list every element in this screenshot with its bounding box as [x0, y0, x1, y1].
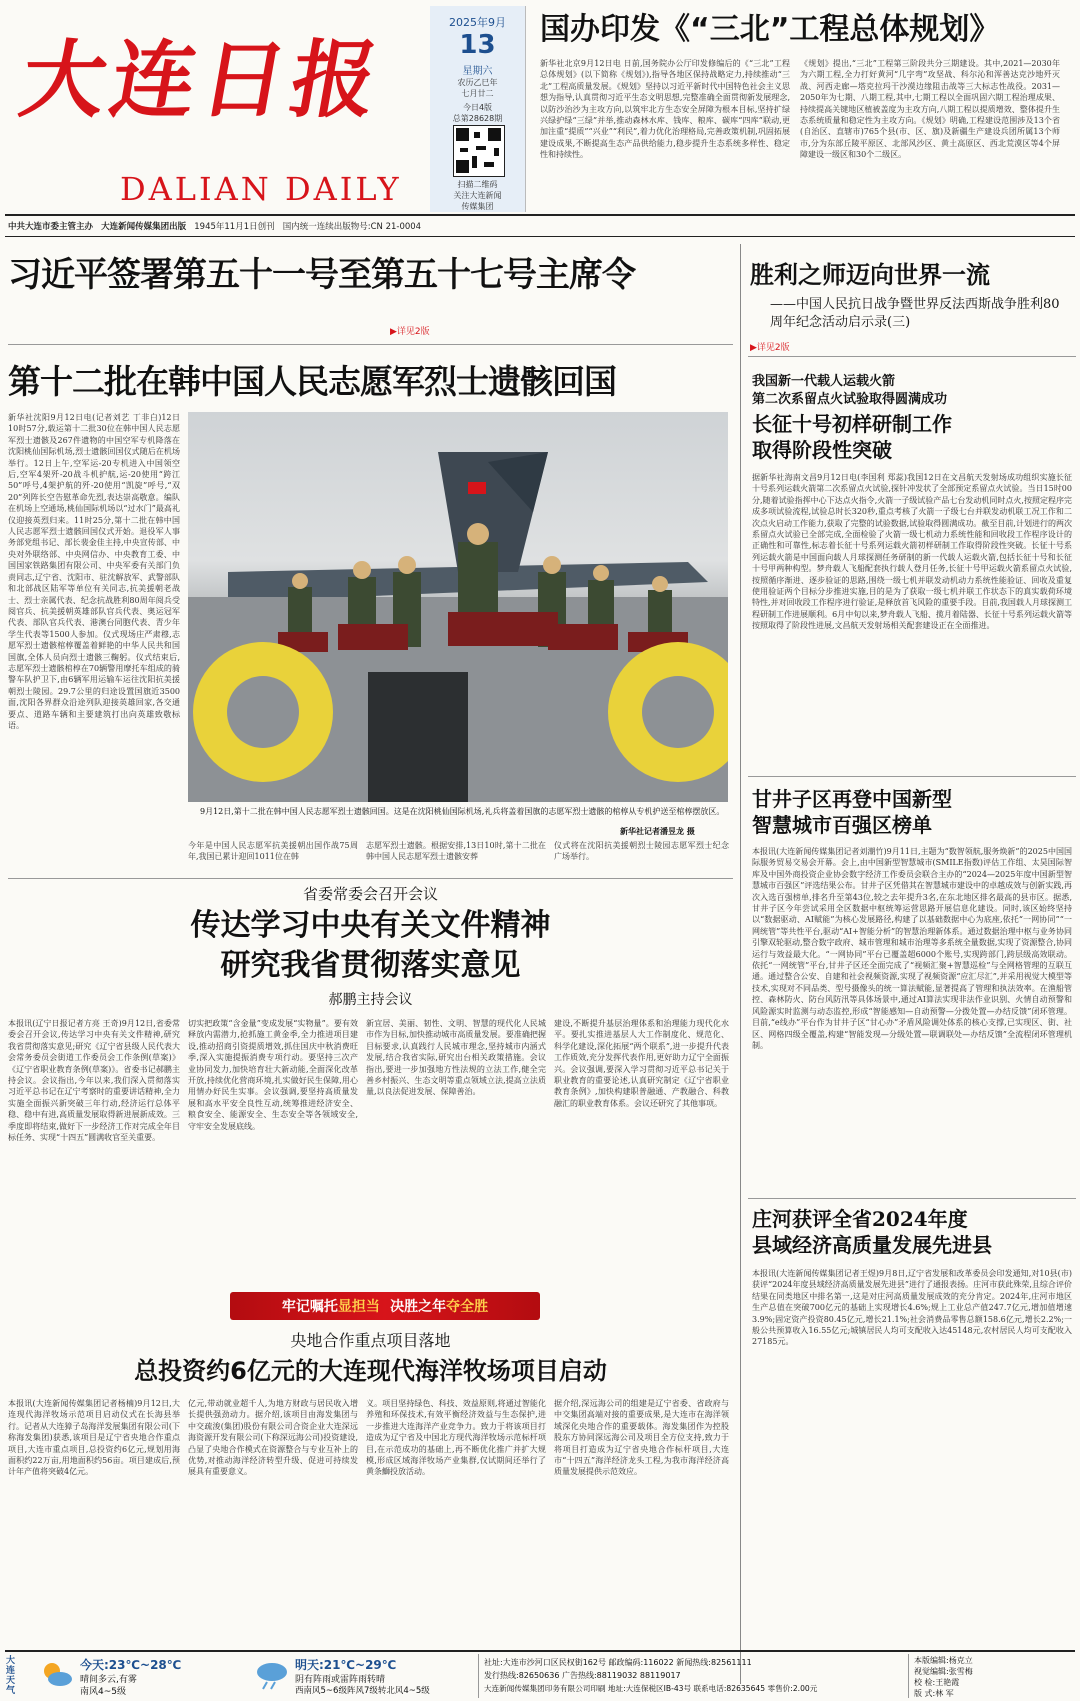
ranch-col-4: 据介绍,深远海公司的组建是辽宁省委、省政府与中交集团高端对接的重要成果,是大连市在海洋领域深化央地合作的重要载体。海发集团作为控股股东方协同深远海公司及项目全方位支持,致力于将项目打造成为辽宁省央地合作标杆项目,大连市“十四五”海洋经济龙头工程,为我市海洋经济高质量发展提供示范效应。 — [554, 1399, 729, 1477]
lunar-date: 七月廿二 — [461, 89, 494, 98]
masthead-rule — [5, 214, 1075, 216]
zhuanghe-headline-1[interactable]: 庄河获评全省2024年度 — [752, 1207, 968, 1231]
rocket-headline-2[interactable]: 取得阶段性突破 — [752, 438, 892, 462]
editor-line-2: 视觉编辑:张雪梅 — [914, 1667, 973, 1676]
page-count: 今日4版 — [462, 103, 493, 112]
top-story-col-1: 新华社北京9月12日电 日前,国务院办公厅印发修编后的《“三北”工程总体规划》(以下简称《规划》),指导各地区保持战略定力,持续推动“三北”工程高质量发展。《规划》坚持以习近平新时代中国特色社会主义思想为指导,认真贯彻习近平生态文明思想,完整准确全面贯彻新发展理念,以防沙治沙为主攻方向,以筑牢北方生态安全屏障为根本目标,坚持扩绿兴绿护绿“三绿”并举,推动森林水库、钱库、粮库、碳库“四库”联动,更加注重“提质”“兴业”“利民”,着力优化治理格局,完善政策机制,巩固拓展建设成果,不断提高生态产品供给能力,稳步提升生态系统多样性、稳定性和持续性。 — [540, 59, 790, 160]
slogan-part-4: 夺全胜 — [446, 1299, 489, 1315]
today-temp: 今天:23℃~28℃ — [80, 1658, 182, 1672]
meeting-kicker: 省委常委会召开会议 — [302, 885, 438, 903]
photo-credit: 新华社记者潘昱龙 摄 — [620, 827, 695, 836]
info-rule — [5, 236, 1075, 237]
tomorrow-temp: 明天:21℃~29℃ — [295, 1658, 397, 1672]
ranch-headline[interactable]: 总投资约6亿元的大连现代海洋牧场项目启动 — [134, 1357, 607, 1385]
zhuanghe-body: 本报讯(大连新闻传媒集团记者王煜)9月8日,辽宁省发展和改革委员会印发通知,对10县(市)获评“2024年度县域经济高质量发展先进县”进行了通报表扬。庄河市获此殊荣,且综合评价结果在同类地区中排名第一,这是对庄河高质量发展成效的充分肯定。2024年,庄河市地区生产总值在突破700亿元的基础上实现增长4.6%;规上工业总产值247.7亿元,增加值增速3.9%;固定资产投资80.45亿元,增长21.1%;社会消费品零售总额158.6亿元,增长2.2%;一般公共预算收入16.55亿元;城镇居民人均可支配收入达45148元,农村居民人均可支配收入27185元。 — [752, 1269, 1072, 1347]
top-story-headline[interactable]: 国办印发《“三北”工程总体规划》 — [540, 12, 1000, 47]
today-wind: 南风4~5级 — [80, 1687, 126, 1697]
meeting-headline-1[interactable]: 传达学习中央有关文件精神 — [190, 908, 551, 943]
victory-jump[interactable]: ▶详见2版 — [750, 343, 790, 353]
ranch-col-1: 本报讯(大连新闻传媒集团记者杨楠)9月12日,大连现代海洋牧场示范项目启动仪式在长海县举行。记者从大连獐子岛海洋发展集团有限公司(下称海发集团)获悉,该项目是辽宁省央地合作重点项目,大连市重点项目,总投资约6亿元,规划用海面积约22万亩,用地面积约56亩。项目建成后,预计年产值将突破4亿元。 — [8, 1399, 180, 1477]
meeting-col-1: 本报讯(辽宁日报记者方亮 王奇)9月12日,省委常委会召开会议,传达学习中央有关文件精神,研究我省贯彻落实意见;研究《辽宁省县级人民代表大会常务委员会街道工作委员会工作条例(草案)》《辽宁省职业教育条例(草案)》。省委书记郝鹏主持会议。会议指出,今年以来,我们深入贯彻落实习近平总书记在辽宁考察时的重要讲话精神,全力实施全面振兴新突破三年行动,经济运行总体平稳、稳中有进,高质量发展取得新进展新成效。三季度即将结束,做好下一步经济工作对完成全年目标任务、实现“十四五”圆满收官至关重要。 — [8, 1019, 180, 1143]
today-desc: 晴间多云,有雾 — [80, 1675, 137, 1685]
slogan-part-1: 牢记嘱托 — [281, 1299, 338, 1315]
date-year-month: 2025年9月 — [449, 16, 506, 29]
slogan-part-2: 显担当 — [337, 1299, 380, 1315]
remains-col-4: 仪式将在沈阳抗美援朝烈士陵园志愿军烈士纪念广场举行。 — [554, 841, 729, 862]
rocket-headline-1[interactable]: 长征十号初样研制工作 — [752, 412, 952, 436]
ceremony-photo-art — [188, 412, 728, 802]
ranch-col-2: 亿元,带动就业超千人,为地方财政与居民收入增长提供强劲动力。据介绍,该项目由海发集团与中交疏浚(集团)股份有限公司合资企业大连深远海资源开发有限公司(下称深远海公司)投资建设,凸显了央地合作模式在资源整合与专业互补上的优势,对推动海洋经济转型升级、促进可持续发展具有重要意义。 — [188, 1399, 358, 1477]
qr-caption-1: 扫描二维码 — [457, 180, 498, 189]
lead-headline[interactable]: 习近平签署第五十一号至第五十七号主席令 — [8, 255, 635, 295]
footer-address-line-2: 发行热线:82650636 广告热线:88119032 88119017 — [484, 1671, 681, 1680]
sun-cloud-icon — [40, 1660, 74, 1688]
footer-editors — [914, 1655, 1074, 1699]
ceremony-photo[interactable] — [188, 412, 728, 802]
remains-col-3: 志愿军烈士遗骸。根据安排,13日10时,第十二批在韩中国人民志愿军烈士遗骸安葬 — [366, 841, 546, 862]
editor-line-1: 本版编辑:杨克立 — [914, 1656, 973, 1665]
meeting-headline-2[interactable]: 研究我省贯彻落实意见 — [220, 948, 521, 983]
issue-number: 总第28628期 — [452, 114, 503, 123]
rocket-kicker-2: 第二次系留点火试验取得圆满成功 — [752, 392, 948, 407]
remains-col-1: 新华社沈阳9月12日电(记者刘艺 丁非白)12日10时57分,载运第十二批30位在韩中国人民志愿军烈士遗骸及267件遗物的中国空军专机降落在沈阳桃仙国际机场,烈士遗骸回国仪式随后在机场举行。12日上午,空军运-20专机进入中国领空后,空军4架歼-20战斗机护航,运-20使用“跨江50”呼号,4架护航的歼-20使用“凯旋”呼号,“双20”列阵长空告慰革命先烈,表达崇高敬意。编队在机场上空通场,桃仙国际机场以“过水门”最高礼仪迎接英烈归来。11时25分,第十二批在韩中国人民志愿军烈士遗骸回国仪式开始。退役军人事务部党组书记、部长裴金佳主持,中央宣传部、中央对外联络部、中央网信办、中央教育工委、中国国家铁路集团有限公司、中央军委有关部门负责同志,辽宁省、沈阳市、驻沈解放军、武警部队和北部战区陆军等单位有关同志,抗美援朝老战士、烈士亲属代表、纪念抗战胜利80周年阅兵受阅官兵、抗美援朝英雄部队官兵代表、奥运冠军代表、部队官兵代表、港澳台同胞代表、青少年学生代表等1500人参加。仪式现场庄严肃穆,志愿军烈士遗骸棺椁覆盖着鲜艳的中华人民共和国国旗,全体人员向烈士遗骸三鞠躬。仪式结束后,志愿军烈士遗骸棺椁在70辆警用摩托车组成的骑警车队护卫下,由6辆军用运输车运往沈阳抗美援朝烈士陵园。29.7公里的归途设置国旗近3500面,沈阳各界群众沿途列队迎接英雄回家,各交通要点、道路车辆和主要建筑打出向英雄致敬标语。 — [8, 413, 180, 730]
footer-address-line-1: 社址:大连市沙河口区民权街162号 邮政编码:116022 新闻热线:82561111 — [484, 1658, 752, 1667]
qr-caption-2: 关注大连新闻 — [453, 191, 502, 200]
date-panel — [430, 6, 526, 212]
remains-headline[interactable]: 第十二批在韩中国人民志愿军烈士遗骸回国 — [8, 362, 616, 401]
info-cn-number: 国内统一连续出版物号:CN 21-0004 — [282, 222, 422, 232]
smart-city-headline-1[interactable]: 甘井子区再登中国新型 — [752, 787, 952, 811]
tomorrow-wind: 西南风5~6级阵风7级转北风4~5级 — [295, 1686, 430, 1696]
meeting-col-3: 新宜居、美丽、韧性、文明、智慧的现代化人民城市作为目标,加快推动城市高质量发展。要准确把握目标要求,认真践行人民城市理念,坚持城市内涵式发展,结合我省实际,研究出台相关政策措施。会议指出,要进一步加强地方性法规的立法工作,健全完善乡村振兴、生态文明等重点领域立法,提高立法质量,以良法促进发展、保障善治。 — [366, 1019, 546, 1097]
publication-info — [8, 220, 1078, 232]
tomorrow-desc: 阴有阵雨或雷阵雨转晴 — [295, 1675, 386, 1685]
photo-caption: 9月12日,第十二批在韩中国人民志愿军烈士遗骸回国。这是在沈阳桃仙国际机场,礼兵将盖着国旗的志愿军烈士遗骸的棺椁从专机护送至棺椁摆放区。 — [200, 807, 725, 816]
lead-jump[interactable]: ▶详见2版 — [390, 327, 430, 337]
victory-subhead: ——中国人民抗日战争暨世界反法西斯战争胜利80周年纪念活动启示录(三) — [770, 297, 1060, 330]
footer-rule — [5, 1650, 1075, 1652]
meeting-col-4: 建设,不断提升基层治理体系和治理能力现代化水平。要扎实推进基层人大工作制度化、规范化、科学化建设,深化拓展“两个联系”,进一步提升代表工作质效,充分发挥代表作用,更好助力辽宁全面振兴。会议强调,要深入学习贯彻习近平总书记关于职业教育的重要论述,认真研究制定《辽宁省职业教育条例》,加快构建职普融通、产教融合、科教融汇的职业教育体系。会议还研究了其他事项。 — [554, 1019, 729, 1108]
editor-line-4: 版 式:林 军 — [914, 1689, 954, 1698]
meeting-col-2: 切实把政策“含金量”变成发展“实物量”。要有效释放内需潜力,抢抓施工黄金季,全力推进项目建设,推动招商引资提质增效,抓住国庆中秋消费旺季,深入实施提振消费专项行动。要坚持三次产业协同发力,加快培育壮大新动能,全面深化改革开放,持续优化营商环境,扎实做好民生保障,用心用情办好民生实事。会议强调,要坚持高质量发展和高水平安全良性互动,统筹推进经济安全、粮食安全、能源安全、生态安全等各领域安全,守牢安全发展底线。 — [188, 1019, 358, 1131]
info-sponsor: 中共大连市委主管主办 — [8, 222, 94, 232]
victory-jump-label: 详见2版 — [756, 343, 790, 353]
weather-tomorrow — [255, 1656, 495, 1698]
date-day: 13 — [459, 30, 496, 60]
lead-jump-label: 详见2版 — [396, 327, 430, 337]
masthead-logo-en: DALIAN DAILY — [120, 170, 402, 208]
slogan-banner — [230, 1292, 540, 1320]
date-weekday: 星期六 — [462, 66, 493, 77]
column-divider — [740, 244, 741, 1684]
rain-cloud-icon — [255, 1660, 289, 1690]
smart-city-headline-2[interactable]: 智慧城市百强区榜单 — [752, 813, 932, 837]
masthead-logo: 大连日报 — [13, 30, 391, 129]
ranch-col-3: 义。项目坚持绿色、科技、效益原则,将通过智能化养殖和环保技术,有效平衡经济效益与生态保护,进一步推进大连海洋产业竞争力。致力于将该项目打造成为辽宁省及中国北方现代海洋牧场示范标杆项目,在示范成功的基础上,再不断优化推广并扩大规模,形成区域海洋牧场产业集群,仅试期间还举行了黄条鰤投放活动。 — [366, 1399, 546, 1477]
editor-line-3: 校 检:王艳霞 — [914, 1678, 960, 1687]
info-publisher: 大连新闻传媒集团出版 — [101, 222, 187, 232]
remains-col-2: 今年是中国人民志愿军抗美援朝出国作战75周年,我国已累计迎回1011位在韩 — [188, 841, 358, 862]
slogan-part-3: 决胜之年 — [390, 1299, 447, 1315]
footer-address-line-3: 大连新闻传媒集团印务有限公司印刷 地址:大连保税区IB-43号 联系电话:82635645 零售价:2.00元 — [484, 1684, 818, 1693]
victory-headline[interactable]: 胜利之师迈向世界一流 — [750, 260, 990, 289]
meeting-host: 郝鹏主持会议 — [328, 992, 413, 1008]
lunar-year: 农历乙巳年 — [457, 78, 498, 87]
top-story-col-2: 《规划》提出,“三北”工程第三阶段共分三期建设。其中,2021—2030年为六期工程,全力打好黄河“几字弯”攻坚战、科尔沁和浑善达克沙地歼灭战、河西走廊—塔克拉玛干沙漠边缘阻击战等三大标志性战役。2031—2050年为七期、八期工程,其中,七期工程以全面巩固六期工程治理成果、持续提高关键地区植被盖度为主攻方向,八期工程以提质增效、整体提升生态系统质量和稳定性为主攻方向。《规划》明确,工程建设范围涉及13个省(自治区、直辖市)765个县(市、区、旗)及新疆生产建设兵团所属13个师市,分为东部丘陵平原区、北部风沙区、黄土高原区、西北荒漠区等4个屏障建设一级区和30个二级区。 — [800, 59, 1060, 160]
qr-caption-3: 传媒集团 — [461, 202, 494, 211]
weather-today — [40, 1656, 260, 1698]
footer-address — [484, 1656, 904, 1695]
rocket-body: 据新华社海南文昌9月12日电(李国利 郑蕊)我国12日在文昌航天发射场成功组织实施长征十号系列运载火箭第二次系留点火试验,探针冲发状了全部预定系留点火试验。当日15时00分,随着试验指挥中心下达点火指令,火箭一子级试验产品七台发动机同时点火,按照定程序完成多项试验流程,试验总时长320秒,重点考核了火箭一子级七台并联发动机联工况工作和二次点火启动工作能力,获取了完整的试验数据,试验取得圆满成功。截至目前,计划进行的两次系留点火试验已全部完成,全面检验了火箭一级七机动力系统性能和回收段工作程序设计的正确性和可靠性,标志着长征十号系列运载火箭初样研制工作取得阶段性突破。长征十号系列运载火箭是中国面向载人月球探测任务研制的新一代载人运载火箭,包括长征十号和长征十号甲两种构型。梦舟载人飞船配套执行载人登月任务,长征十号甲运载火箭系留点火试验,按照循序渐进、逐步验证的思路,围绕一级七机并联发动机动力系统性能验证、回收及重复使用验证两个目标分步推进实施,目的是为了获取一级七机并联工作状态下的真实载荷环境特性,并对回收段工作程序进行验证,是释放首飞风险的重要手段。目前,我国载人月球探测工程研制工作进展顺利。6月中旬以来,梦舟载人飞船、揽月着陆器、长征十号系列运载火箭等按照取得了阶段性进展,文昌航天发射场相关配套建设正在全面推进。 — [752, 473, 1072, 631]
info-founded: 1945年11月1日创刊 — [194, 222, 275, 232]
zhuanghe-headline-2[interactable]: 县域经济高质量发展先进县 — [752, 1233, 992, 1257]
rocket-kicker-1: 我国新一代载人运载火箭 — [752, 374, 896, 389]
weather-label: 大连天气 — [6, 1656, 16, 1696]
ranch-kicker: 央地合作重点项目落地 — [290, 1331, 451, 1350]
smart-city-body: 本报讯(大连新闻传媒集团记者刘潮竹)9月11日,主题为“数智领航,服务焕新”的2025中国国际服务贸易交易会开幕。会上,由中国新型智慧城市(SMILE指数)评估工作组、太昊国际智库及中国外商投资企业协会数字经济工作委员会联合主办的“2024—2025年度中国新型智慧城市百强区”评选结果公布。甘井子区凭借其在智慧城市建设中的卓越成效与创新实践,再次入选百强榜单,排名升至第43位,较之去年提升3名,在东北地区排名最高的县市区。据悉,甘井子区今年尝试采用全区数据中枢统筹运营思路开展信息化建设。同时,该区始终坚持以“数据驱动、AI赋能”为核心发展路径,构建了以基础数据中心为底座,依托“一网协同”“一网统管”等共性平台,驱动“AI+智能分析”的智慧治理新体系。通过数据治理中枢与业务协同引擎双轮驱动,整合数字政府、城市管理和城市治理等多系统全量数据,实现了资源整合,协同运行与效益最大化。“一网协同”平台已覆盖超6000个账号,实现跨部门,跨层级高效联动。依托“一网统管”平台,甘井子区还全面完成了“视频汇聚+智慧巡检”与全网格管理的互联互通。通过整合公安、自建和社会视频资源,实现了视频资源“应汇尽汇”,并采用视觉大模型等技术,实现对不同品类、型号摄像头的统一算法赋能,显著提高了管理和执法效率。在渔船管控、森林防火、防台风防汛等具体场景中,通过AI算法实现非法作业识别、火情自动预警和风险源实时监测与动态监控,形成“智能感知—自动预警—分拨处置—办结反馈”闭环管理。目前,“e线办”平台作为甘井子区“甘心办”矛盾风险调处体系的核心支撑,已实现区、街、社区、网格四级全覆盖,构建“智能发现—分级处置—联调联处—办结反馈”全流程闭环管理机制。 — [752, 847, 1072, 1050]
qr-code[interactable] — [453, 125, 505, 177]
